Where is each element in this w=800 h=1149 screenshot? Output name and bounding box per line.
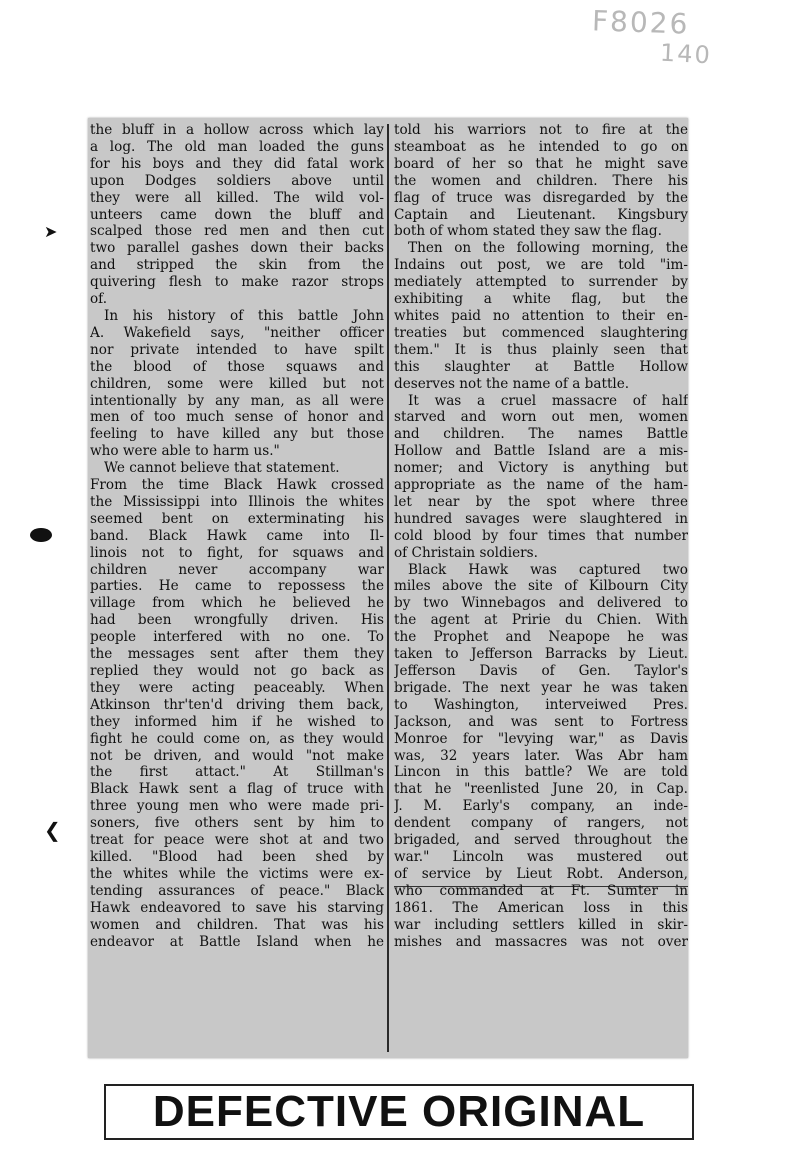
text-line: of. <box>90 291 108 308</box>
text-line: deserves not the name of a battle. <box>394 375 630 392</box>
text-line: Jackson, and was sent to Fortress <box>394 713 688 730</box>
text-line: Black Hawk was captured two <box>408 561 688 578</box>
text-line: let near by the spot where three <box>394 493 688 510</box>
text-line: they were all killed. The wild vol- <box>90 189 384 206</box>
text-line: for his boys and they did fatal work <box>90 155 384 172</box>
text-line: parties. He came to repossess the <box>90 578 384 595</box>
stamp-text: DEFECTIVE ORIGINAL <box>152 1087 646 1136</box>
text-line: not be driven, and would "not make <box>90 747 384 764</box>
text-line: the whites while the victims were ex- <box>90 865 384 882</box>
text-line: Then on the following morning, the <box>408 240 688 257</box>
text-line: mishes and massacres was not over <box>394 933 688 950</box>
text-line: nomer; and Victory is anything but <box>394 460 688 477</box>
text-line: Captain and Lieutenant. Kingsbury <box>394 206 688 223</box>
text-line: war." Lincoln was mustered out <box>394 848 688 865</box>
text-line: Hawk endeavored to save his starving <box>90 899 384 916</box>
text-line: brigaded, and served throughout the <box>394 832 688 849</box>
text-line: the bluff in a hollow across which lay <box>90 122 384 138</box>
text-line: intentionally by any man, as all were <box>90 392 384 409</box>
text-line: Monroe for "levying war," as Davis <box>394 730 688 747</box>
text-line: Indains out post, we are told "im- <box>394 257 688 274</box>
text-line: war including settlers killed in skir- <box>394 916 688 933</box>
text-line: two parallel gashes down their backs <box>90 240 384 257</box>
text-line: whites paid no attention to their en- <box>394 307 688 324</box>
text-line: exhibiting a white flag, but the <box>394 291 688 308</box>
text-line: who commanded at Ft. Sumter in <box>394 882 688 899</box>
text-line: fight he could come on, as they would <box>90 730 384 747</box>
text-line: starved and worn out men, women <box>394 409 688 426</box>
text-line: We cannot believe that statement. <box>104 460 340 477</box>
handwritten-sub-mark: 140 <box>659 38 713 70</box>
text-line: quivering flesh to make razor strops <box>90 274 384 291</box>
text-line: to Washington, interveiwed Pres. <box>394 696 688 713</box>
text-line: Black Hawk sent a flag of truce with <box>90 781 384 798</box>
text-line: Jefferson Davis of Gen. Taylor's <box>394 663 688 679</box>
text-line: the women and children. There his <box>394 172 688 189</box>
text-line: dendent company of rangers, not <box>394 815 688 832</box>
text-line: scalped those red men and then cut <box>90 223 384 240</box>
text-line: a log. The old man loaded the guns <box>90 138 384 155</box>
text-line: steamboat as he intended to go on <box>394 138 688 155</box>
text-line: this slaughter at Battle Hollow <box>394 358 688 375</box>
text-line: and stripped the skin from the <box>90 257 384 274</box>
text-line: nor private intended to have spilt <box>90 341 384 358</box>
text-line: and children. The names Battle <box>394 426 688 443</box>
text-line: Atkinson thr'ten'd driving them back, <box>90 696 384 713</box>
text-line: linois not to fight, for squaws and <box>90 544 384 561</box>
text-line: flag of truce was disregarded by the <box>394 189 688 206</box>
text-line: was, 32 years later. Was Abr ham <box>394 747 688 764</box>
text-line: cold blood by four times that number <box>394 527 688 544</box>
handwritten-catalog-code: F8026 <box>591 4 690 41</box>
text-line: A. Wakefield says, "neither officer <box>90 324 384 341</box>
text-line: they informed him if he wished to <box>90 713 384 730</box>
text-line: by two Winnebagos and delivered to <box>394 595 688 612</box>
text-line: mediately attempted to surrender by <box>394 274 688 291</box>
text-line: people interfered with no one. To <box>90 629 384 646</box>
text-line: of Christain soldiers. <box>394 544 538 561</box>
text-line: had been wrongfully driven. His <box>90 612 384 629</box>
text-line: of service by Lieut Robt. Anderson, <box>394 865 688 882</box>
text-line: endeavor at Battle Island when he <box>90 933 384 950</box>
text-line: It was a cruel massacre of half <box>408 392 688 409</box>
text-line: Lincon in this battle? We are told <box>394 764 688 781</box>
text-line: that he "reenlisted June 20, in Cap. <box>394 781 688 798</box>
defective-original-stamp <box>104 1084 694 1140</box>
text-line: both of whom stated they saw the flag. <box>394 223 662 240</box>
text-line: seemed bent on exterminating his <box>90 510 384 527</box>
text-line: them." It is thus plainly seen that <box>394 341 688 358</box>
text-line: appropriate as the name of the ham- <box>394 477 688 494</box>
text-line: tending assurances of peace." Black <box>90 882 384 899</box>
text-line: From the time Black Hawk crossed <box>90 477 384 494</box>
text-line: the blood of those squaws and <box>90 358 384 375</box>
text-line: village from which he believed he <box>90 595 384 612</box>
text-line: told his warriors not to fire at the <box>394 122 688 138</box>
text-line: replied they would not go back as <box>90 663 384 679</box>
text-line: the agent at Pririe du Chien. With <box>394 612 688 629</box>
text-line: In his history of this battle John <box>104 307 384 324</box>
text-line: miles above the site of Kilbourn City <box>394 578 688 595</box>
left-column <box>90 122 384 1052</box>
text-line: three young men who were made pri- <box>90 798 384 815</box>
text-line: J. M. Early's company, an inde- <box>394 798 688 815</box>
text-line: the Prophet and Neapope he was <box>394 629 688 646</box>
text-line: killed. "Blood had been shed by <box>90 848 384 865</box>
right-column <box>394 122 688 1052</box>
ink-blot-icon <box>30 528 52 542</box>
text-line: brigade. The next year he was taken <box>394 679 688 696</box>
text-line: hundred savages were slaughtered in <box>394 510 688 527</box>
text-line: soners, five others sent by him to <box>90 815 384 832</box>
margin-arrow-icon: ➤ <box>44 222 58 241</box>
text-line: who were able to harm us." <box>90 443 280 460</box>
text-line: the Mississippi into Illinois the whites <box>90 493 384 510</box>
text-line: men of too much sense of honor and <box>90 409 384 426</box>
text-line: unteers came down the bluff and <box>90 206 384 223</box>
text-line: children never accompany war <box>90 561 384 578</box>
text-line: the first attact." At Stillman's <box>90 764 384 781</box>
text-line: taken to Jefferson Barracks by Lieut. <box>394 646 688 663</box>
text-line: Hollow and Battle Island are a mis- <box>394 443 688 460</box>
text-line: board of her so that he might save <box>394 155 688 172</box>
column-rule <box>387 124 389 1052</box>
text-line: children, some were killed but not <box>90 375 384 392</box>
text-line: treat for peace were shot at and two <box>90 832 384 849</box>
newspaper-clipping <box>88 118 688 1058</box>
text-line: 1861. The American loss in this <box>394 899 688 916</box>
margin-c-mark-icon: ❮ <box>44 818 61 842</box>
text-line: band. Black Hawk came into Il- <box>90 527 384 544</box>
text-line: treaties but commenced slaughtering <box>394 324 688 341</box>
text-line: feeling to have killed any but those <box>90 426 384 443</box>
text-line: they were acting peaceably. When <box>90 679 384 696</box>
text-line: the messages sent after them they <box>90 646 384 663</box>
text-line: women and children. That was his <box>90 916 384 933</box>
text-line: upon Dodges soldiers above until <box>90 172 384 189</box>
